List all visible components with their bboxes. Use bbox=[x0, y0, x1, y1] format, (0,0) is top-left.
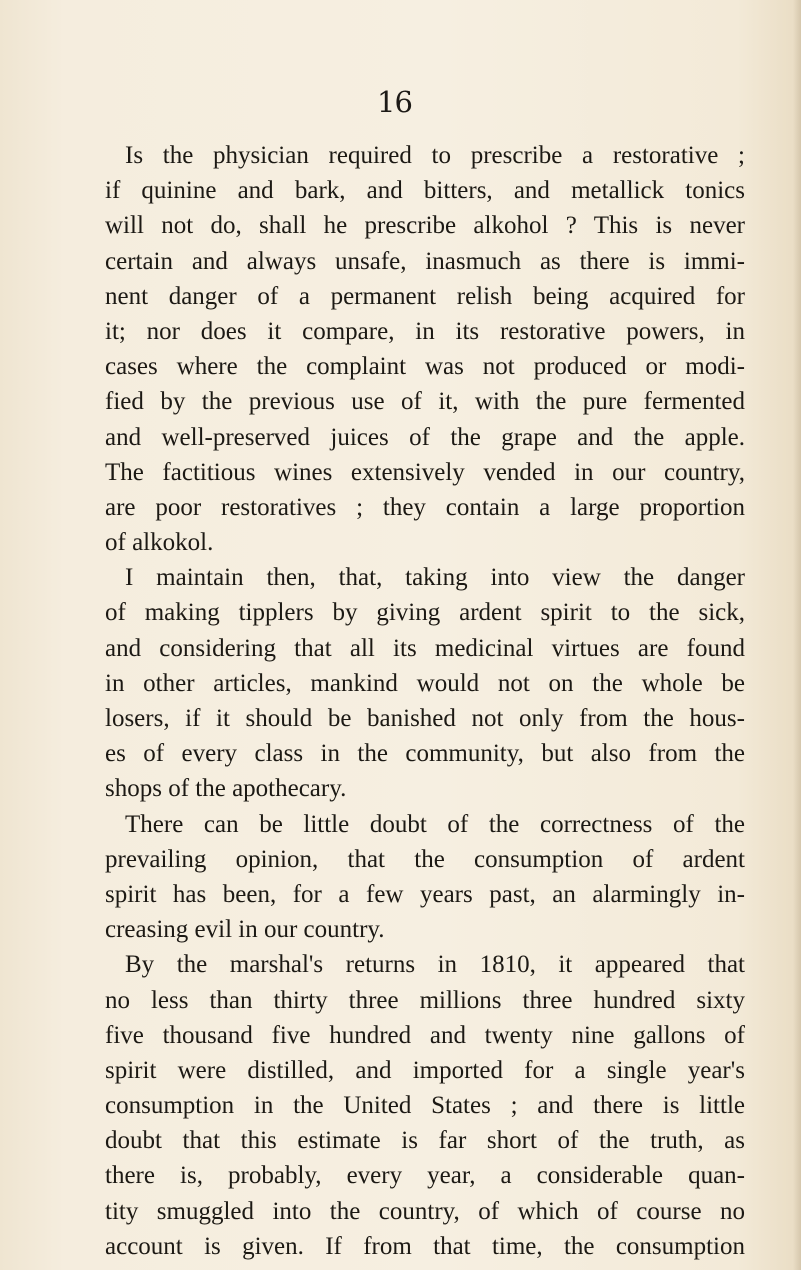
text-line: nent danger of a permanent relish being acquired for bbox=[105, 282, 745, 310]
text-line: in other articles, mankind would not on the whole be bbox=[105, 669, 745, 697]
text-line: if quinine and bark, and bitters, and metallick tonics bbox=[105, 177, 745, 205]
text-line: will not do, shall he prescribe alkohol ? This is never bbox=[105, 212, 745, 240]
body-text bbox=[105, 138, 745, 1264]
text-line: of making tipplers by giving ardent spirit to the sick, bbox=[105, 599, 745, 627]
text-line: shops of the apothecary. bbox=[105, 775, 347, 803]
text-line: of alkokol. bbox=[105, 529, 214, 557]
page-number: 16 bbox=[377, 85, 412, 119]
text-line: account is given. If from that time, the consumption bbox=[105, 1232, 745, 1260]
text-line: five thousand five hundred and twenty nine gallons of bbox=[105, 1021, 745, 1049]
text-line: there is, probably, every year, a considerable quan- bbox=[105, 1162, 745, 1190]
text-line: The factitious wines extensively vended in our country, bbox=[105, 458, 745, 486]
text-line: spirit were distilled, and imported for a single year's bbox=[105, 1056, 745, 1084]
text-line: are poor restoratives ; they contain a large proportion bbox=[105, 493, 745, 521]
text-line: prevailing opinion, that the consumption of ardent bbox=[105, 845, 745, 873]
text-line: I maintain then, that, taking into view the danger bbox=[125, 564, 745, 592]
text-line: and considering that all its medicinal virtues are found bbox=[105, 634, 745, 662]
text-line: By the marshal's returns in 1810, it appeared that bbox=[125, 951, 745, 979]
text-line: tity smuggled into the country, of which of course no bbox=[105, 1197, 745, 1225]
text-line: losers, if it should be banished not only from the hous- bbox=[105, 705, 745, 732]
text-line: Is the physician required to prescribe a restorative ; bbox=[125, 142, 745, 169]
text-line: There can be little doubt of the correctness of the bbox=[125, 810, 745, 838]
text-line: es of every class in the community, but also from the bbox=[105, 740, 745, 768]
page-edge-shadow bbox=[793, 0, 801, 1270]
text-line: no less than thirty three millions three hundred sixty bbox=[105, 986, 745, 1014]
text-line: spirit has been, for a few years past, an alarmingly in- bbox=[105, 880, 745, 908]
text-line: certain and always unsafe, inasmuch as there is immi- bbox=[105, 247, 745, 275]
text-line: consumption in the United States ; and there is little bbox=[105, 1092, 745, 1120]
text-line: doubt that this estimate is far short of the truth, as bbox=[105, 1127, 745, 1155]
text-line: and well-preserved juices of the grape and the apple. bbox=[105, 423, 745, 451]
text-line: fied by the previous use of it, with the pure fermented bbox=[105, 388, 745, 416]
text-line: creasing evil in our country. bbox=[105, 916, 385, 944]
text-line: cases where the complaint was not produced or modi- bbox=[105, 353, 745, 381]
text-line: it; nor does it compare, in its restorative powers, in bbox=[105, 317, 745, 345]
